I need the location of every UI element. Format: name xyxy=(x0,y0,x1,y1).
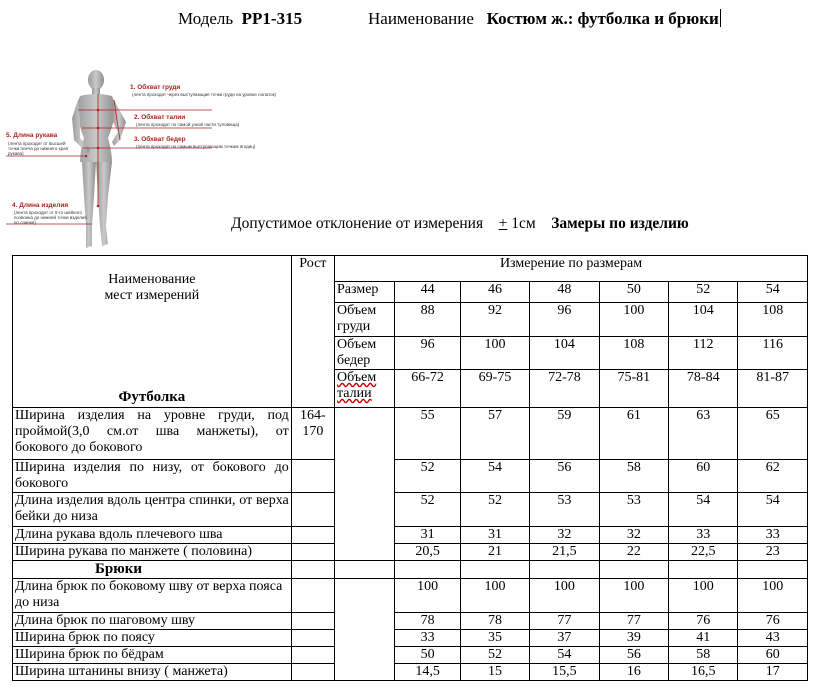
value-cell: 16,5 xyxy=(669,664,738,681)
value-cell: 76 xyxy=(738,613,808,630)
blank-cell xyxy=(599,561,668,579)
row-label xyxy=(335,370,395,408)
value-cell: 116 xyxy=(738,337,808,370)
value-cell: 39 xyxy=(599,630,668,647)
value-cell: 57 xyxy=(460,408,529,460)
value-cell: 104 xyxy=(530,337,599,370)
figure-note-2: (лента проходит по самой узкой части туловища) xyxy=(136,122,240,127)
value-cell: 33 xyxy=(738,527,808,544)
value-cell: 100 xyxy=(669,579,738,613)
size-cell: 44 xyxy=(395,282,460,303)
blank-cell xyxy=(530,561,599,579)
value-cell: 108 xyxy=(599,337,668,370)
text-cursor xyxy=(720,9,721,27)
value-cell: 15 xyxy=(460,664,529,681)
table-row xyxy=(13,613,808,630)
blank-cell xyxy=(335,561,395,579)
value-cell: 96 xyxy=(530,303,599,337)
model-value: РР1-315 xyxy=(241,9,303,28)
value-cell: 33 xyxy=(395,630,460,647)
value-cell: 53 xyxy=(599,493,668,527)
figure-note-5: (лента проходит от высшей точки плеча до нижнего края рукава) xyxy=(8,141,69,156)
value-cell: 108 xyxy=(738,303,808,337)
value-cell: 75-81 xyxy=(599,370,668,408)
blank-cell xyxy=(291,561,334,579)
row-label: Длина брюк по боковому шву от верха пояса до низа xyxy=(13,579,292,613)
value-cell: 81-87 xyxy=(738,370,808,408)
value-cell: 17 xyxy=(738,664,808,681)
value-cell: 53 xyxy=(530,493,599,527)
row-label: Длина изделия вдоль центра спинки, от верха бейки до низа xyxy=(13,493,292,527)
height-cell xyxy=(291,613,334,630)
height-cell xyxy=(291,630,334,647)
size-cell: 48 xyxy=(530,282,599,303)
value-cell: 50 xyxy=(395,647,460,664)
value-cell: 60 xyxy=(738,647,808,664)
value-cell: 56 xyxy=(530,460,599,493)
blank-cell xyxy=(669,561,738,579)
table-row-section-pants xyxy=(13,561,808,579)
value-cell: 88 xyxy=(395,303,460,337)
value-cell: 100 xyxy=(738,579,808,613)
tolerance-line xyxy=(231,215,689,233)
value-cell: 37 xyxy=(530,630,599,647)
value-cell: 58 xyxy=(669,647,738,664)
measurement-figure xyxy=(2,66,277,252)
height-cell xyxy=(291,460,334,493)
value-cell: 72-78 xyxy=(530,370,599,408)
value-cell: 22,5 xyxy=(669,544,738,561)
value-cell: 69-75 xyxy=(460,370,529,408)
blank-cell xyxy=(395,561,460,579)
product-name-label: Наименование xyxy=(368,9,474,28)
value-cell: 14,5 xyxy=(395,664,460,681)
value-cell: 41 xyxy=(669,630,738,647)
figure-note-3: (лента проходит по самым выступающим точкам ягодиц) xyxy=(136,144,256,149)
row-label-text: Объем талии xyxy=(337,370,377,401)
tolerance-text: Допустимое отклонение от измерения xyxy=(231,215,484,232)
size-cell: 54 xyxy=(738,282,808,303)
value-cell: 32 xyxy=(530,527,599,544)
section-title-shirt: Футболка xyxy=(118,389,186,405)
table-row xyxy=(13,408,808,460)
value-cell: 52 xyxy=(395,460,460,493)
col-header-height: Рост xyxy=(291,256,334,408)
row-label: Ширина изделия на уровне груди, под проймой(3,0 см.от шва манжеты), от бокового до бокового xyxy=(13,408,292,460)
tolerance-value: 1см xyxy=(511,215,536,232)
row-label: Ширина брюк по поясу xyxy=(13,630,292,647)
value-cell: 104 xyxy=(669,303,738,337)
value-cell: 54 xyxy=(738,493,808,527)
figure-note-1: (лента проходит через выступающие точки груди на уровне лопаток) xyxy=(132,92,277,97)
row-label: Длина брюк по шаговому шву xyxy=(13,613,292,630)
value-cell: 35 xyxy=(460,630,529,647)
table-row xyxy=(13,460,808,493)
value-cell: 43 xyxy=(738,630,808,647)
height-cell xyxy=(291,527,334,544)
figure-label-3: 3. Обхват бедер xyxy=(134,136,186,143)
value-cell: 54 xyxy=(530,647,599,664)
value-cell: 96 xyxy=(395,337,460,370)
value-cell: 62 xyxy=(738,460,808,493)
value-cell: 112 xyxy=(669,337,738,370)
value-cell: 20,5 xyxy=(395,544,460,561)
value-cell: 78-84 xyxy=(669,370,738,408)
height-cell xyxy=(291,544,334,561)
height-cell xyxy=(291,664,334,681)
value-cell: 22 xyxy=(599,544,668,561)
value-cell: 56 xyxy=(599,647,668,664)
product-name-group xyxy=(368,9,721,29)
value-cell: 92 xyxy=(460,303,529,337)
tolerance-plusminus: + xyxy=(498,215,508,232)
model-label-group xyxy=(178,9,302,29)
value-cell: 59 xyxy=(530,408,599,460)
value-cell: 52 xyxy=(460,493,529,527)
value-cell: 52 xyxy=(460,647,529,664)
table-row xyxy=(13,493,808,527)
figure-note-4: (лента проходит от 6-го шейного позвонка до нижней точки изделия по спинке) xyxy=(14,210,87,225)
figure-label-4: 4. Длина изделия xyxy=(12,202,69,209)
value-cell: 66-72 xyxy=(395,370,460,408)
table-row xyxy=(13,527,808,544)
table-row xyxy=(13,647,808,664)
size-label: Размер xyxy=(335,282,395,303)
table-row xyxy=(13,630,808,647)
table-row xyxy=(13,544,808,561)
value-cell: 76 xyxy=(669,613,738,630)
value-cell: 21 xyxy=(460,544,529,561)
figure-label-2: 2. Обхват талии xyxy=(134,114,186,121)
value-cell: 32 xyxy=(599,527,668,544)
size-cell: 50 xyxy=(599,282,668,303)
value-cell: 54 xyxy=(460,460,529,493)
figure-label-1: 1. Обхват груди xyxy=(130,84,181,91)
value-cell: 63 xyxy=(669,408,738,460)
table-row xyxy=(13,664,808,681)
section-title-pants: Брюки xyxy=(13,561,292,579)
height-cell xyxy=(291,493,334,527)
product-name-value: Костюм ж.: футболка и брюки xyxy=(486,9,719,28)
value-cell: 33 xyxy=(669,527,738,544)
value-cell: 61 xyxy=(599,408,668,460)
blank-cell xyxy=(738,561,808,579)
value-cell: 100 xyxy=(599,303,668,337)
value-cell: 77 xyxy=(530,613,599,630)
value-cell: 31 xyxy=(460,527,529,544)
blank-cell xyxy=(335,579,395,681)
value-cell: 21,5 xyxy=(530,544,599,561)
value-cell: 78 xyxy=(460,613,529,630)
row-label: Длина рукава вдоль плечевого шва xyxy=(13,527,292,544)
table-row xyxy=(13,579,808,613)
height-cell xyxy=(291,647,334,664)
value-cell: 31 xyxy=(395,527,460,544)
col-header-name xyxy=(13,256,292,408)
value-cell: 77 xyxy=(599,613,668,630)
value-cell: 100 xyxy=(395,579,460,613)
row-label: Объем бедер xyxy=(335,337,395,370)
value-cell: 60 xyxy=(669,460,738,493)
col-header-sizes: Измерение по размерам xyxy=(335,256,808,282)
row-label: Ширина изделия по низу, от бокового до бокового xyxy=(13,460,292,493)
value-cell: 100 xyxy=(530,579,599,613)
figure-label-5: 5. Длина рукава xyxy=(6,132,58,139)
value-cell: 52 xyxy=(395,493,460,527)
value-cell: 15,5 xyxy=(530,664,599,681)
col-header-name-text: Наименование мест измерений xyxy=(104,272,200,303)
value-cell: 54 xyxy=(669,493,738,527)
size-cell: 46 xyxy=(460,282,529,303)
value-cell: 58 xyxy=(599,460,668,493)
tolerance-note: Замеры по изделию xyxy=(551,215,689,232)
row-label: Ширина рукава по манжете ( половина) xyxy=(13,544,292,561)
size-chart-table xyxy=(12,255,808,681)
row-label: Ширина штанины внизу ( манжета) xyxy=(13,664,292,681)
size-cell: 52 xyxy=(669,282,738,303)
value-cell: 65 xyxy=(738,408,808,460)
row-label: Ширина брюк по бёдрам xyxy=(13,647,292,664)
height-cell xyxy=(291,579,334,613)
value-cell: 78 xyxy=(395,613,460,630)
value-cell: 100 xyxy=(460,579,529,613)
value-cell: 16 xyxy=(599,664,668,681)
model-label: Модель xyxy=(178,9,234,28)
blank-cell xyxy=(335,408,395,561)
blank-cell xyxy=(460,561,529,579)
value-cell: 23 xyxy=(738,544,808,561)
value-cell: 100 xyxy=(599,579,668,613)
row-label: Объем груди xyxy=(335,303,395,337)
height-cell: 164-170 xyxy=(291,408,334,460)
value-cell: 100 xyxy=(460,337,529,370)
value-cell: 55 xyxy=(395,408,460,460)
